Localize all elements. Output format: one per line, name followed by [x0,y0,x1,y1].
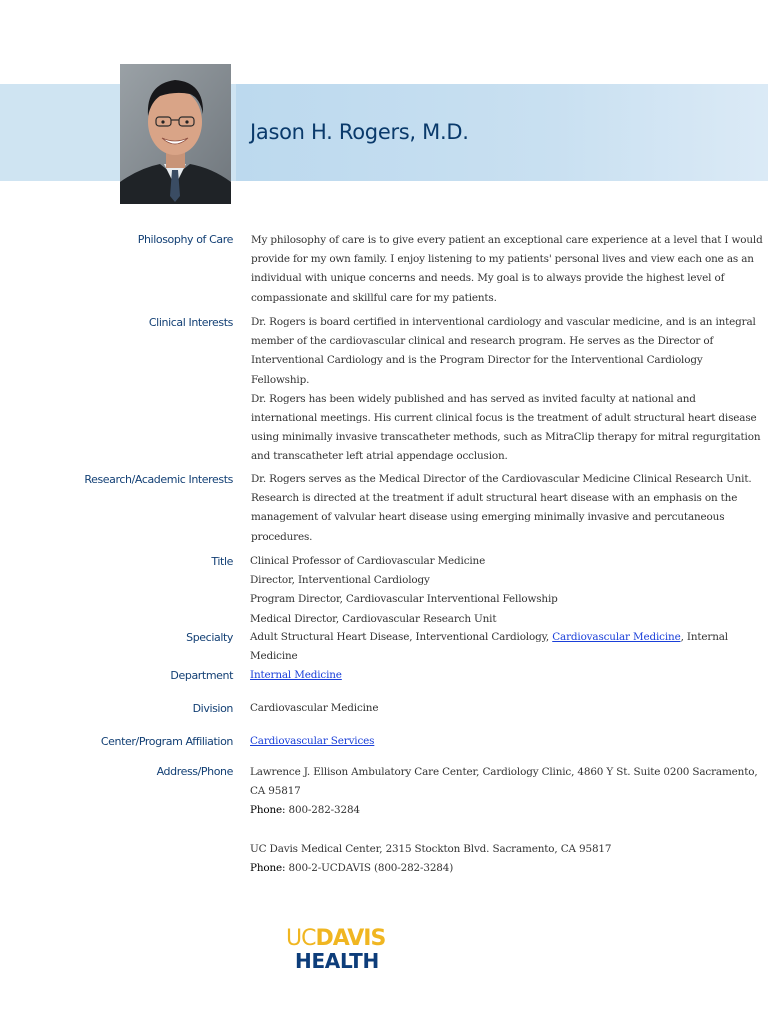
phone-number: 800-2-UCDAVIS (800-282-3284) [285,861,454,874]
logo-health: HEALTH [295,949,379,973]
division-value: Cardiovascular Medicine [250,702,379,714]
logo-davis: DAVIS [315,926,386,951]
clinical-interests-label: Clinical Interests [148,316,233,329]
cardiovascular-medicine-link[interactable]: Cardiovascular Medicine [552,631,681,643]
specialty-prefix: Adult Structural Heart Disease, Interventional Cardiology, [250,631,553,643]
phone-label: Phone: [250,804,286,817]
division-text [250,699,720,718]
specialty-suffix: , Internal [680,631,728,643]
clinical-interests-text [251,313,761,467]
philosophy-label: Philosophy of Care [137,233,233,246]
specialty-text [250,628,728,666]
doctor-photo [120,64,231,204]
center-affiliation-text [250,732,720,751]
phone-label: Phone: [250,861,286,874]
text-line: Medicine [250,650,298,663]
text-line: procedures. [251,530,313,543]
portrait-image [120,64,231,204]
spacer [250,821,730,840]
title-label: Title [211,555,233,568]
text-line: and transcatheter left atrial appendage occlusion. [251,450,508,463]
address-line: Lawrence J. Ellison Ambulatory Care Center, Cardiology Clinic, 4860 Y St. Suite 0200 Sacramento, [250,766,758,778]
ucdavis-health-logo [286,926,396,974]
text-line: Dr. Rogers serves as the Medical Director of the Cardiovascular Medicine Clinical Research Unit. [251,473,752,485]
text-line: member of the cardiovascular clinical and research program. He serves as the Director of [251,335,714,348]
text-line: My philosophy of care is to give every patient an exceptional care experience at a level that I would [251,234,763,246]
title-text [250,552,720,629]
text-line: Research is directed at the treatment if adult structural heart disease with an emphasis on the [251,492,738,505]
division-label: Division [192,702,233,715]
specialty-label: Specialty [186,631,233,644]
address-line: CA 95817 [250,785,301,798]
cardiovascular-services-link[interactable]: Cardiovascular Services [250,735,375,747]
phone-number: 800-282-3284 [285,804,360,817]
philosophy-text [251,231,763,308]
text-line: Medical Director, Cardiovascular Research Unit [250,612,497,625]
research-interests-text [251,470,752,547]
logo-uc: UC [286,926,316,951]
text-line: management of valvular heart disease using emerging minimally invasive and percutaneous [251,511,725,524]
phone-line [250,801,730,820]
text-line: individual with unique concerns and needs. My goal is to always provide the highest level of [251,272,725,285]
text-line: Clinical Professor of Cardiovascular Medicine [250,555,486,567]
internal-medicine-link[interactable]: Internal Medicine [250,669,342,681]
text-line: provide for my own family. I enjoy listening to my patients' personal lives and view each one as an [251,253,754,266]
text-line: Dr. Rogers has been widely published and has served as invited faculty at national and [251,392,696,405]
text-line: Dr. Rogers is board certified in interventional cardiology and vascular medicine, and is an integral [251,316,756,328]
logo-wordmark-top [286,926,385,951]
text-line [250,628,728,647]
doctor-name: Jason H. Rogers, M.D. [250,120,469,144]
text-line: Director, Interventional Cardiology [250,574,430,587]
department-text [250,666,720,685]
text-line: Program Director, Cardiovascular Interventional Fellowship [250,593,558,606]
address-phone-label: Address/Phone [156,765,233,778]
center-affiliation-label: Center/Program Affiliation [100,735,233,748]
phone-line [250,859,730,878]
address-phone-text [250,763,758,878]
text-line: international meetings. His current clinical focus is the treatment of adult structural heart disease [251,412,757,425]
text-line: using minimally invasive transcatheter methods, such as MitraClip therapy for mitral regurgitation [251,431,761,444]
address-line: UC Davis Medical Center, 2315 Stockton Blvd. Sacramento, CA 95817 [250,842,612,855]
text-line: Interventional Cardiology and is the Program Director for the Interventional Cardiology [251,354,703,367]
text-line: compassionate and skillful care for my patients. [251,291,497,304]
research-interests-label: Research/Academic Interests [84,473,233,486]
text-line: Fellowship. [251,373,310,386]
department-label: Department [170,669,233,682]
